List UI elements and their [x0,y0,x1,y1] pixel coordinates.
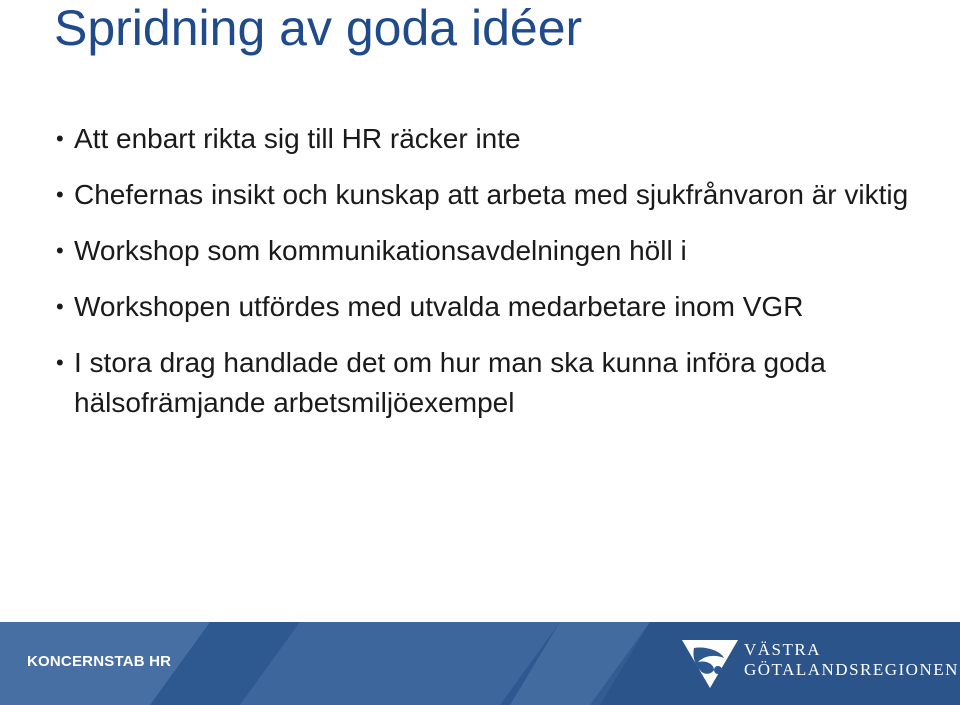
bullet-dot: • [56,350,64,375]
bullet-text: Chefernas insikt och kunskap att arbeta med sjukfrånvaron är viktig [74,179,909,210]
bullet-dot: • [56,238,64,263]
vgr-logo [680,636,959,696]
bullet-text: Att enbart rikta sig till HR räcker inte [74,123,521,154]
bullet-item [56,231,916,271]
bullet-item [56,287,916,327]
bullet-item [56,343,916,423]
bullet-item [56,175,916,215]
bullet-text: Workshopen utfördes med utvalda medarbetare inom VGR [74,291,804,322]
logo-text-line2: GÖTALANDSREGIONEN [744,660,959,679]
slide-title: Spridning av goda idéer [54,0,583,56]
bullet-dot: • [56,294,64,319]
logo-text-line1: VÄSTRA [744,640,822,659]
footer-band [0,622,960,705]
department-label: KONCERNSTAB HR [27,653,172,670]
bullet-dot: • [56,182,64,207]
bullet-item [56,119,916,159]
bullet-list [56,119,916,439]
bullet-dot: • [56,126,64,151]
bullet-text: I stora drag handlade det om hur man ska kunna införa goda hälsofrämjande arbetsmiljöexempel [74,347,826,418]
bullet-text: Workshop som kommunikationsavdelningen höll i [74,235,687,266]
vgr-logo-icon [680,636,740,696]
